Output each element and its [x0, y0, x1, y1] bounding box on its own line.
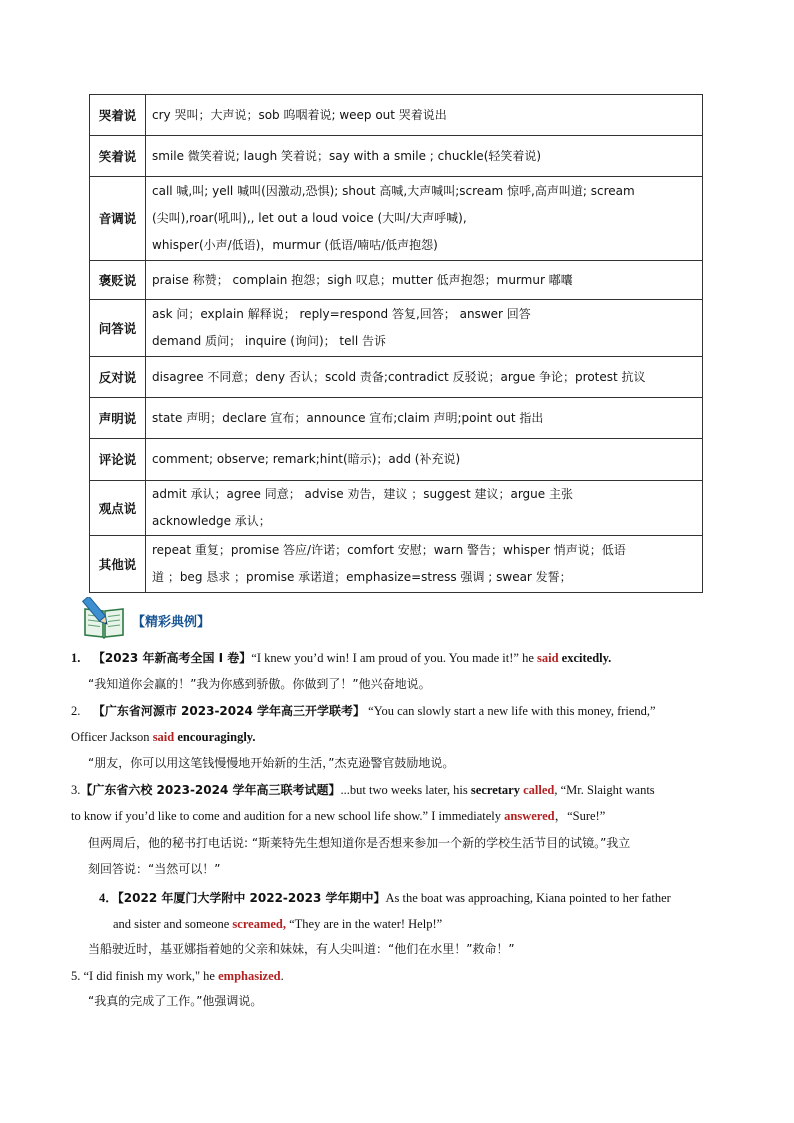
category-cell: 其他说 [90, 536, 146, 593]
words-line: cry 哭叫；大声说；sob 呜咽着说; weep out 哭着说出 [152, 107, 447, 122]
table-row [90, 481, 703, 536]
section-header [82, 598, 210, 638]
example-source: 【广东省河源市 2023-2024 学年高三开学联考】 [92, 704, 366, 718]
keyword: secretary [470, 783, 520, 797]
book-pencil-icon [82, 597, 126, 639]
example-2-chinese: “朋友，你可以用这笔钱慢慢地开始新的生活，”杰克逊警官鼓励地说。 [88, 756, 455, 770]
speech-verbs-table [89, 94, 703, 593]
category-cell: 笑着说 [90, 136, 146, 177]
example-3-english-line2: to know if you’d like to come and audition for a new school life show.” I immediately answered，“Sure!” [71, 809, 606, 823]
table-row [90, 398, 703, 439]
words-cell [146, 177, 703, 261]
words-line: ask 问；explain 解释说； reply=respond 答复,回答； answer 回答 [152, 307, 531, 321]
words-line: whisper(小声/低语)，murmur (低语/喃咕/低声抱怨) [152, 238, 438, 252]
table-row [90, 536, 703, 593]
section-title: 【精彩典例】 [132, 614, 211, 630]
category-cell: 问答说 [90, 300, 146, 357]
words-cell [146, 136, 703, 177]
example-3-english-line1: 3.【广东省六校 2023-2024 学年高三联考试题】...but two weeks later, his secretary called, “Mr. Slaight wants [71, 783, 655, 797]
words-line: repeat 重复；promise 答应/许诺；comfort 安慰；warn 警告；whisper 悄声说；低语 [152, 543, 626, 557]
words-line: state 声明；declare 宣布；announce 宣布;claim 声明;point out 指出 [152, 410, 544, 425]
words-line: comment; observe; remark;hint(暗示)；add (补充说) [152, 452, 461, 466]
table-row [90, 261, 703, 300]
words-cell [146, 261, 703, 300]
words-cell [146, 481, 703, 536]
words-cell [146, 357, 703, 398]
words-cell [146, 439, 703, 481]
category-cell: 观点说 [90, 481, 146, 536]
words-line: (尖叫),roar(吼叫),, let out a loud voice (大叫/大声呼喊), [152, 211, 467, 225]
words-line: disagree 不同意；deny 否认；scold 责备;contradict 反驳说；argue 争论；protest 抗议 [152, 369, 646, 384]
words-line: admit 承认；agree 同意； advise 劝告，建议 ；suggest 建议；argue 主张 [152, 487, 573, 501]
category-cell: 评论说 [90, 439, 146, 481]
words-line: acknowledge 承认； [152, 514, 271, 528]
keyword: screamed, [232, 917, 286, 931]
words-cell [146, 398, 703, 439]
words-cell [146, 536, 703, 593]
keyword: emphasized [218, 969, 281, 983]
example-source: 【2022 年厦门大学附中 2022-2023 学年期中】 [117, 891, 386, 905]
example-4-chinese: 当船驶近时，基亚娜指着她的父亲和妹妹，有人尖叫道：“他们在水里！”救命！” [88, 942, 515, 956]
example-source: 【广东省六校 2023-2024 学年高三联考试题】 [80, 783, 341, 797]
category-cell: 反对说 [90, 357, 146, 398]
example-2-english-line1: 2. 【广东省河源市 2023-2024 学年高三开学联考】 “You can slowly start a new life with this money, friend,” [71, 704, 656, 718]
words-line: call 喊,叫; yell 喊叫(因激动,恐惧); shout 高喊,大声喊叫;scream 惊呼,高声叫道; scream [152, 184, 635, 198]
example-source: 【2023 年新高考全国 I 卷】 [92, 651, 252, 665]
table-row [90, 136, 703, 177]
example-4-english-line2: and sister and someone screamed, “They are in the water! Help!” [113, 917, 443, 931]
example-3-chinese-line1: 但两周后，他的秘书打电话说: “斯莱特先生想知道你是否想来参加一个新的学校生活节目的试镜。”我立 [88, 836, 631, 850]
keyword: answered [504, 809, 555, 823]
example-1-chinese: “我知道你会赢的！”我为你感到骄傲。你做到了！”他兴奋地说。 [88, 677, 431, 691]
words-line: demand 质问； inquire (询问)； tell 告诉 [152, 334, 387, 348]
table-row [90, 95, 703, 136]
example-5-chinese: “我真的完成了工作。”他强调说。 [88, 994, 263, 1008]
words-cell [146, 300, 703, 357]
example-1-english: 1. 【2023 年新高考全国 I 卷】“I knew you’d win! I am proud of you. You made it!” he said excitedly. [71, 651, 612, 665]
table-row [90, 357, 703, 398]
example-5-english: 5. “I did finish my work," he emphasized. [71, 969, 284, 983]
category-cell: 声明说 [90, 398, 146, 439]
keyword: said [152, 730, 175, 744]
keyword: called [523, 783, 555, 797]
words-line: 道 ；beg 恳求 ；promise 承诺道；emphasize=stress 强调 ; swear 发誓； [152, 570, 572, 584]
words-line: smile 微笑着说; laugh 笑着说；say with a smile ; chuckle(轻笑着说) [152, 148, 542, 163]
table-row [90, 300, 703, 357]
example-2-english-line2: Officer Jackson said encouragingly. [71, 730, 256, 744]
table-row [90, 439, 703, 481]
example-4-english-line1: 4．【2022 年厦门大学附中 2022-2023 学年期中】As the boat was approaching, Kiana pointed to her father [99, 891, 671, 905]
category-cell: 音调说 [90, 177, 146, 261]
table-row [90, 177, 703, 261]
words-line: praise 称赞； complain 抱怨；sigh 叹息；mutter 低声抱怨；murmur 嘟囔 [152, 272, 573, 287]
category-cell: 哭着说 [90, 95, 146, 136]
category-cell: 褒贬说 [90, 261, 146, 300]
keyword: said [537, 651, 559, 665]
example-3-chinese-line2: 刻回答说：“当然可以！” [88, 862, 221, 876]
words-cell [146, 95, 703, 136]
